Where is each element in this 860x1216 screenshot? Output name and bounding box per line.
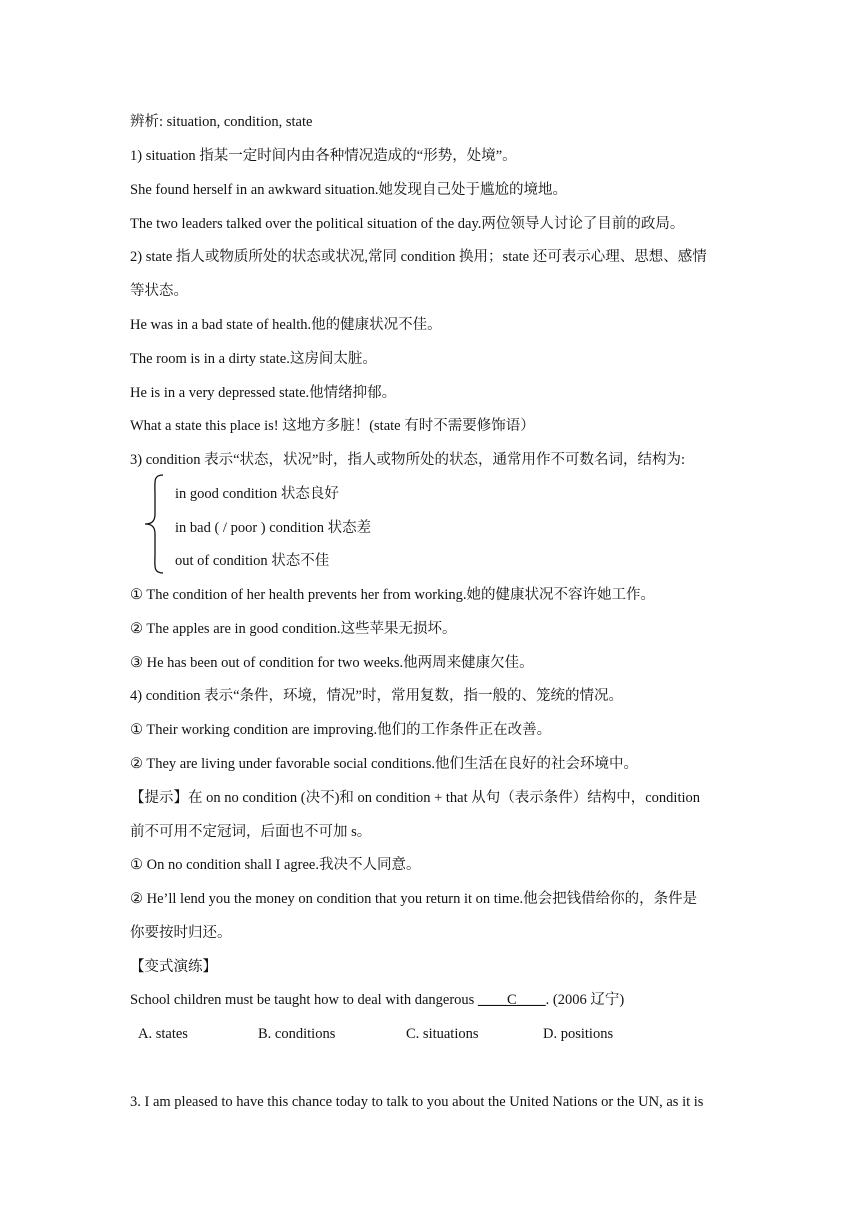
example-sentence: The two leaders talked over the political situation of the day.两位领导人讨论了目前的政局。 <box>130 216 685 232</box>
example-sentence: ① The condition of her health prevents her from working.她的健康状况不容许她工作。 <box>130 587 655 603</box>
option-c: C. situations <box>406 1026 479 1042</box>
example-sentence: He was in a bad state of health.他的健康状况不佳。 <box>130 317 442 333</box>
tip-text: 【提示】在 on no condition (决不)和 on condition + that 从句（表示条件）结构中，condition <box>130 790 701 806</box>
section-4-title: 4) condition 表示“条件，环境，情况”时，常用复数，指一般的、笼统的情况。 <box>130 688 623 704</box>
option-a: A. states <box>138 1026 188 1042</box>
answer-blank: ____C____ <box>477 992 546 1008</box>
section-2-title: 2) state 指人或物质所处的状态或状况,常同 condition 换用；state 还可表示心理、思想、感情 <box>130 249 707 265</box>
example-sentence: ② He’ll lend you the money on condition that you return it on time.他会把钱借给你的，条件是 <box>130 891 698 907</box>
brace-item: in bad ( / poor ) condition 状态差 <box>175 520 372 536</box>
option-d: D. positions <box>543 1026 614 1042</box>
example-sentence: What a state this place is! 这地方多脏！(state 有时不需要修饰语） <box>130 418 535 434</box>
example-sentence: ② They are living under favorable social conditions.他们生活在良好的社会环境中。 <box>130 756 639 772</box>
example-sentence: He is in a very depressed state.他情绪抑郁。 <box>130 385 397 401</box>
brace-item: out of condition 状态不佳 <box>175 553 330 569</box>
example-sentence: ② The apples are in good condition.这些苹果无损坏。 <box>130 621 457 637</box>
example-sentence: The room is in a dirty state.这房间太脏。 <box>130 351 377 367</box>
example-sentence-cont: 你要按时归还。 <box>130 925 232 941</box>
section-1-title: 1) situation 指某一定时间内由各种情况造成的“形势，处境”。 <box>130 148 517 164</box>
example-sentence: ① On no condition shall I agree.我决不人同意。 <box>130 857 421 873</box>
question-source: . (2006 辽宁) <box>545 992 625 1008</box>
brace-item: in good condition 状态良好 <box>175 486 339 502</box>
example-sentence: ③ He has been out of condition for two weeks.他两周来健康欠佳。 <box>130 655 534 671</box>
option-b: B. conditions <box>258 1026 336 1042</box>
example-sentence: ① Their working condition are improving.他们的工作条件正在改善。 <box>130 722 552 738</box>
question <box>130 990 624 1010</box>
section-2-title-cont: 等状态。 <box>130 283 188 299</box>
heading: 辨析: situation, condition, state <box>130 114 313 130</box>
tip-text-cont: 前不可用不定冠词，后面也不可加 s。 <box>130 824 372 840</box>
question-stem: School children must be taught how to deal with dangerous <box>130 992 478 1008</box>
section-3-title: 3) condition 表示“状态，状况”时，指人或物所处的状态，通常用作不可数名词，结构为: <box>130 452 685 468</box>
example-sentence: She found herself in an awkward situation.她发现自己处于尴尬的境地。 <box>130 182 567 198</box>
next-item: 3. I am pleased to have this chance today to talk to you about the United Nations or the UN, as it is <box>130 1094 704 1110</box>
practice-title: 【变式演练】 <box>130 959 217 975</box>
curly-brace <box>143 474 167 574</box>
